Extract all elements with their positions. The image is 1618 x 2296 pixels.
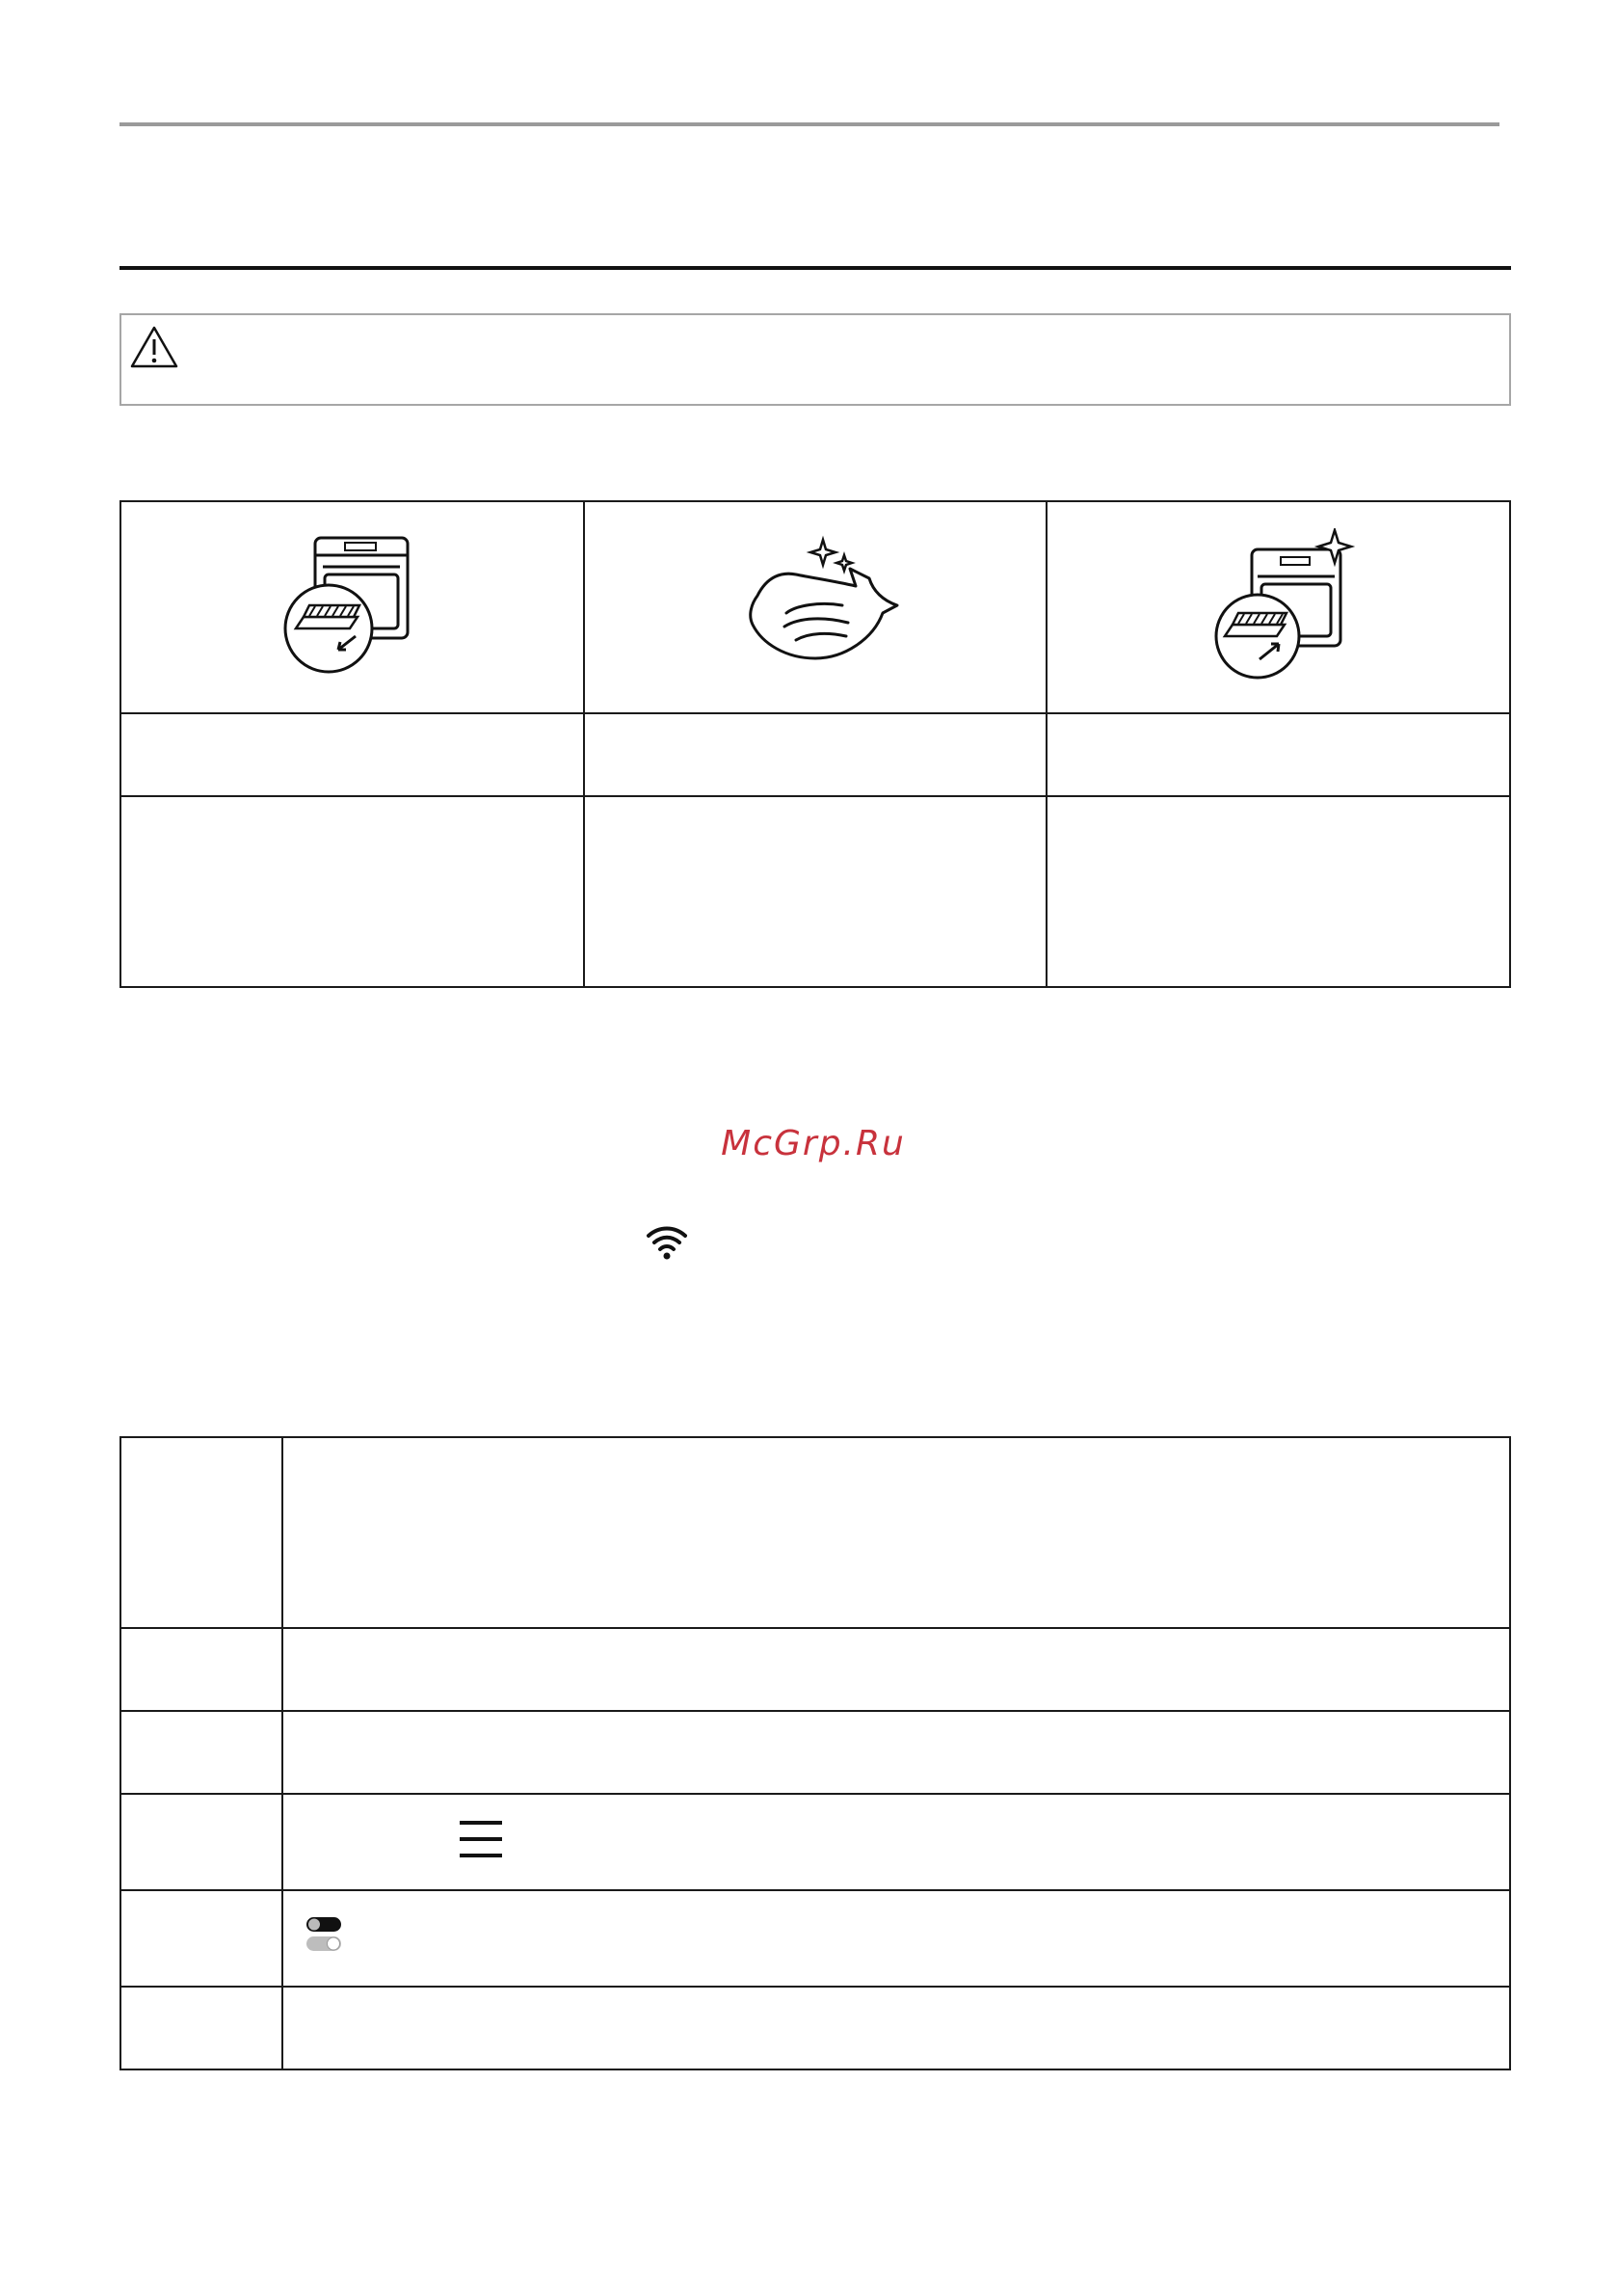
step-1-description-cell (120, 796, 584, 987)
settings-row (120, 1437, 1510, 1628)
step-3-description-cell (1047, 796, 1510, 987)
hand-clean-sparkle-icon (729, 528, 902, 682)
settings-row (120, 1711, 1510, 1794)
wifi-icon (645, 1224, 689, 1263)
settings-value-cell (282, 1987, 1510, 2069)
settings-row (120, 1794, 1510, 1890)
settings-value-cell (282, 1437, 1510, 1628)
oven-remove-shelf-icon (265, 528, 438, 682)
settings-key-cell (120, 1628, 282, 1711)
step-1-icon-cell (120, 501, 584, 713)
top-rule (119, 122, 1499, 126)
settings-key-cell (120, 1437, 282, 1628)
step-2-title-cell (584, 713, 1048, 796)
oven-insert-shelf-sparkle-icon (1192, 528, 1366, 682)
toggle-switch-icon (305, 1916, 344, 1953)
settings-key-cell (120, 1890, 282, 1987)
settings-key-cell (120, 1711, 282, 1794)
settings-value-cell (282, 1794, 1510, 1890)
step-2-icon-cell (584, 501, 1048, 713)
cleaning-steps-table (119, 500, 1511, 988)
icon-row (120, 501, 1510, 713)
settings-value-cell (282, 1890, 1510, 1987)
step-3-icon-cell (1047, 501, 1510, 713)
settings-key-cell (120, 1987, 282, 2069)
step-3-title-cell (1047, 713, 1510, 796)
settings-value-cell (282, 1628, 1510, 1711)
menu-icon (458, 1818, 504, 1860)
settings-value-cell (282, 1711, 1510, 1794)
settings-table (119, 1436, 1511, 2070)
section-rule (119, 266, 1511, 270)
step-1-title-cell (120, 713, 584, 796)
warning-triangle-icon (129, 325, 179, 369)
settings-row (120, 1987, 1510, 2069)
settings-row (120, 1628, 1510, 1711)
watermark: McGrp.Ru (721, 1124, 906, 1163)
settings-row (120, 1890, 1510, 1987)
settings-key-cell (120, 1794, 282, 1890)
description-row (120, 796, 1510, 987)
step-2-description-cell (584, 796, 1048, 987)
warning-box (119, 313, 1511, 406)
title-row (120, 713, 1510, 796)
